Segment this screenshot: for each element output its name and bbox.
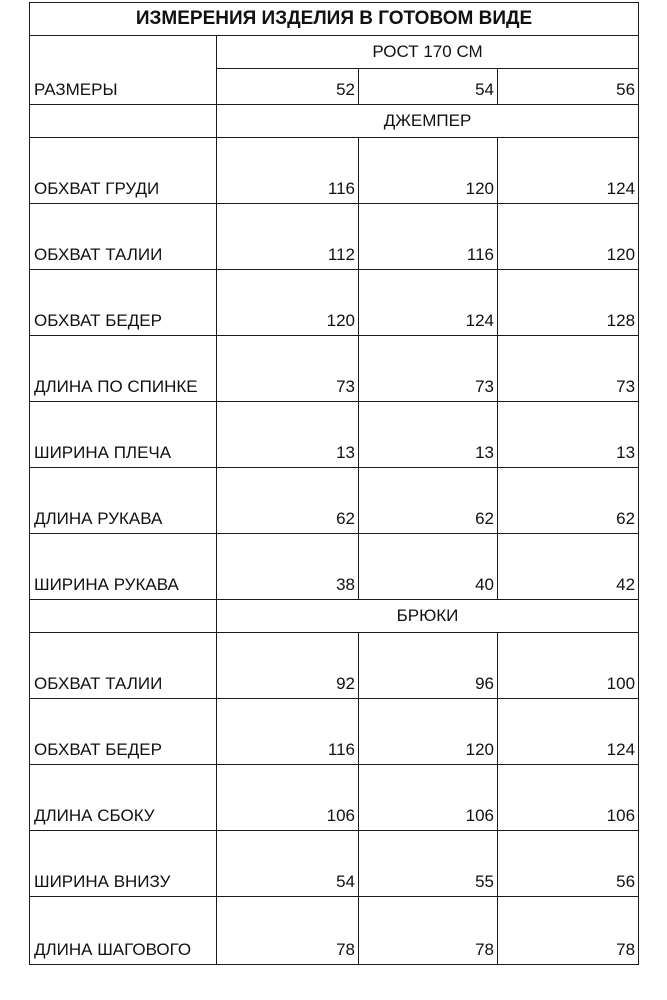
measurement-value: 92 [217,633,359,699]
measurement-value: 116 [359,204,498,270]
measurement-value: 56 [498,831,639,897]
measurement-value: 106 [359,765,498,831]
measurement-value: 73 [217,336,359,402]
measurement-label: ДЛИНА РУКАВА [30,468,217,534]
height-label: РОСТ 170 СМ [217,36,639,69]
measurement-value: 13 [217,402,359,468]
measurement-value: 124 [498,699,639,765]
measurements-sheet [29,2,638,965]
measurements-table [29,2,639,965]
sizes-label: РАЗМЕРЫ [30,36,217,105]
measurement-value: 73 [498,336,639,402]
measurement-value: 120 [498,204,639,270]
measurement-value: 78 [359,897,498,965]
measurement-value: 78 [498,897,639,965]
measurement-value: 54 [217,831,359,897]
measurement-value: 116 [217,699,359,765]
measurement-value: 62 [498,468,639,534]
measurement-value: 62 [217,468,359,534]
measurement-value: 124 [359,270,498,336]
measurement-value: 120 [359,699,498,765]
table-row [30,534,639,600]
table-row [30,831,639,897]
table-row [30,633,639,699]
measurement-value: 120 [359,138,498,204]
measurement-label: ДЛИНА СБОКУ [30,765,217,831]
measurement-value: 40 [359,534,498,600]
measurement-value: 124 [498,138,639,204]
measurement-value: 13 [359,402,498,468]
section-header-row [30,105,639,138]
table-row [30,765,639,831]
size-value: 52 [217,69,359,105]
section-title: БРЮКИ [217,600,639,633]
table-row [30,897,639,965]
section-spacer [30,105,217,138]
measurement-label: ДЛИНА ПО СПИНКЕ [30,336,217,402]
measurement-label: ДЛИНА ШАГОВОГО [30,897,217,965]
measurement-value: 96 [359,633,498,699]
table-row [30,336,639,402]
measurement-label: ОБХВАТ БЕДЕР [30,699,217,765]
measurement-value: 78 [217,897,359,965]
measurement-value: 55 [359,831,498,897]
measurement-value: 73 [359,336,498,402]
measurement-label: ШИРИНА РУКАВА [30,534,217,600]
title-row [30,3,639,36]
measurement-label: ОБХВАТ ТАЛИИ [30,633,217,699]
table-row [30,270,639,336]
section-spacer [30,600,217,633]
measurement-value: 38 [217,534,359,600]
measurement-value: 42 [498,534,639,600]
measurement-value: 128 [498,270,639,336]
measurement-value: 112 [217,204,359,270]
section-title: ДЖЕМПЕР [217,105,639,138]
table-body [30,3,639,965]
measurement-value: 116 [217,138,359,204]
measurement-label: ОБХВАТ ГРУДИ [30,138,217,204]
measurement-label: ОБХВАТ БЕДЕР [30,270,217,336]
table-row [30,468,639,534]
table-row [30,138,639,204]
table-row [30,402,639,468]
measurement-value: 106 [498,765,639,831]
measurement-label: ШИРИНА ПЛЕЧА [30,402,217,468]
section-header-row [30,600,639,633]
table-row [30,699,639,765]
size-value: 56 [498,69,639,105]
measurement-value: 120 [217,270,359,336]
measurement-value: 13 [498,402,639,468]
measurement-value: 62 [359,468,498,534]
measurement-value: 106 [217,765,359,831]
measurement-label: ОБХВАТ ТАЛИИ [30,204,217,270]
table-title: ИЗМЕРЕНИЯ ИЗДЕЛИЯ В ГОТОВОМ ВИДЕ [30,3,639,36]
table-row [30,204,639,270]
height-row [30,36,639,69]
measurement-value: 100 [498,633,639,699]
size-value: 54 [359,69,498,105]
measurement-label: ШИРИНА ВНИЗУ [30,831,217,897]
